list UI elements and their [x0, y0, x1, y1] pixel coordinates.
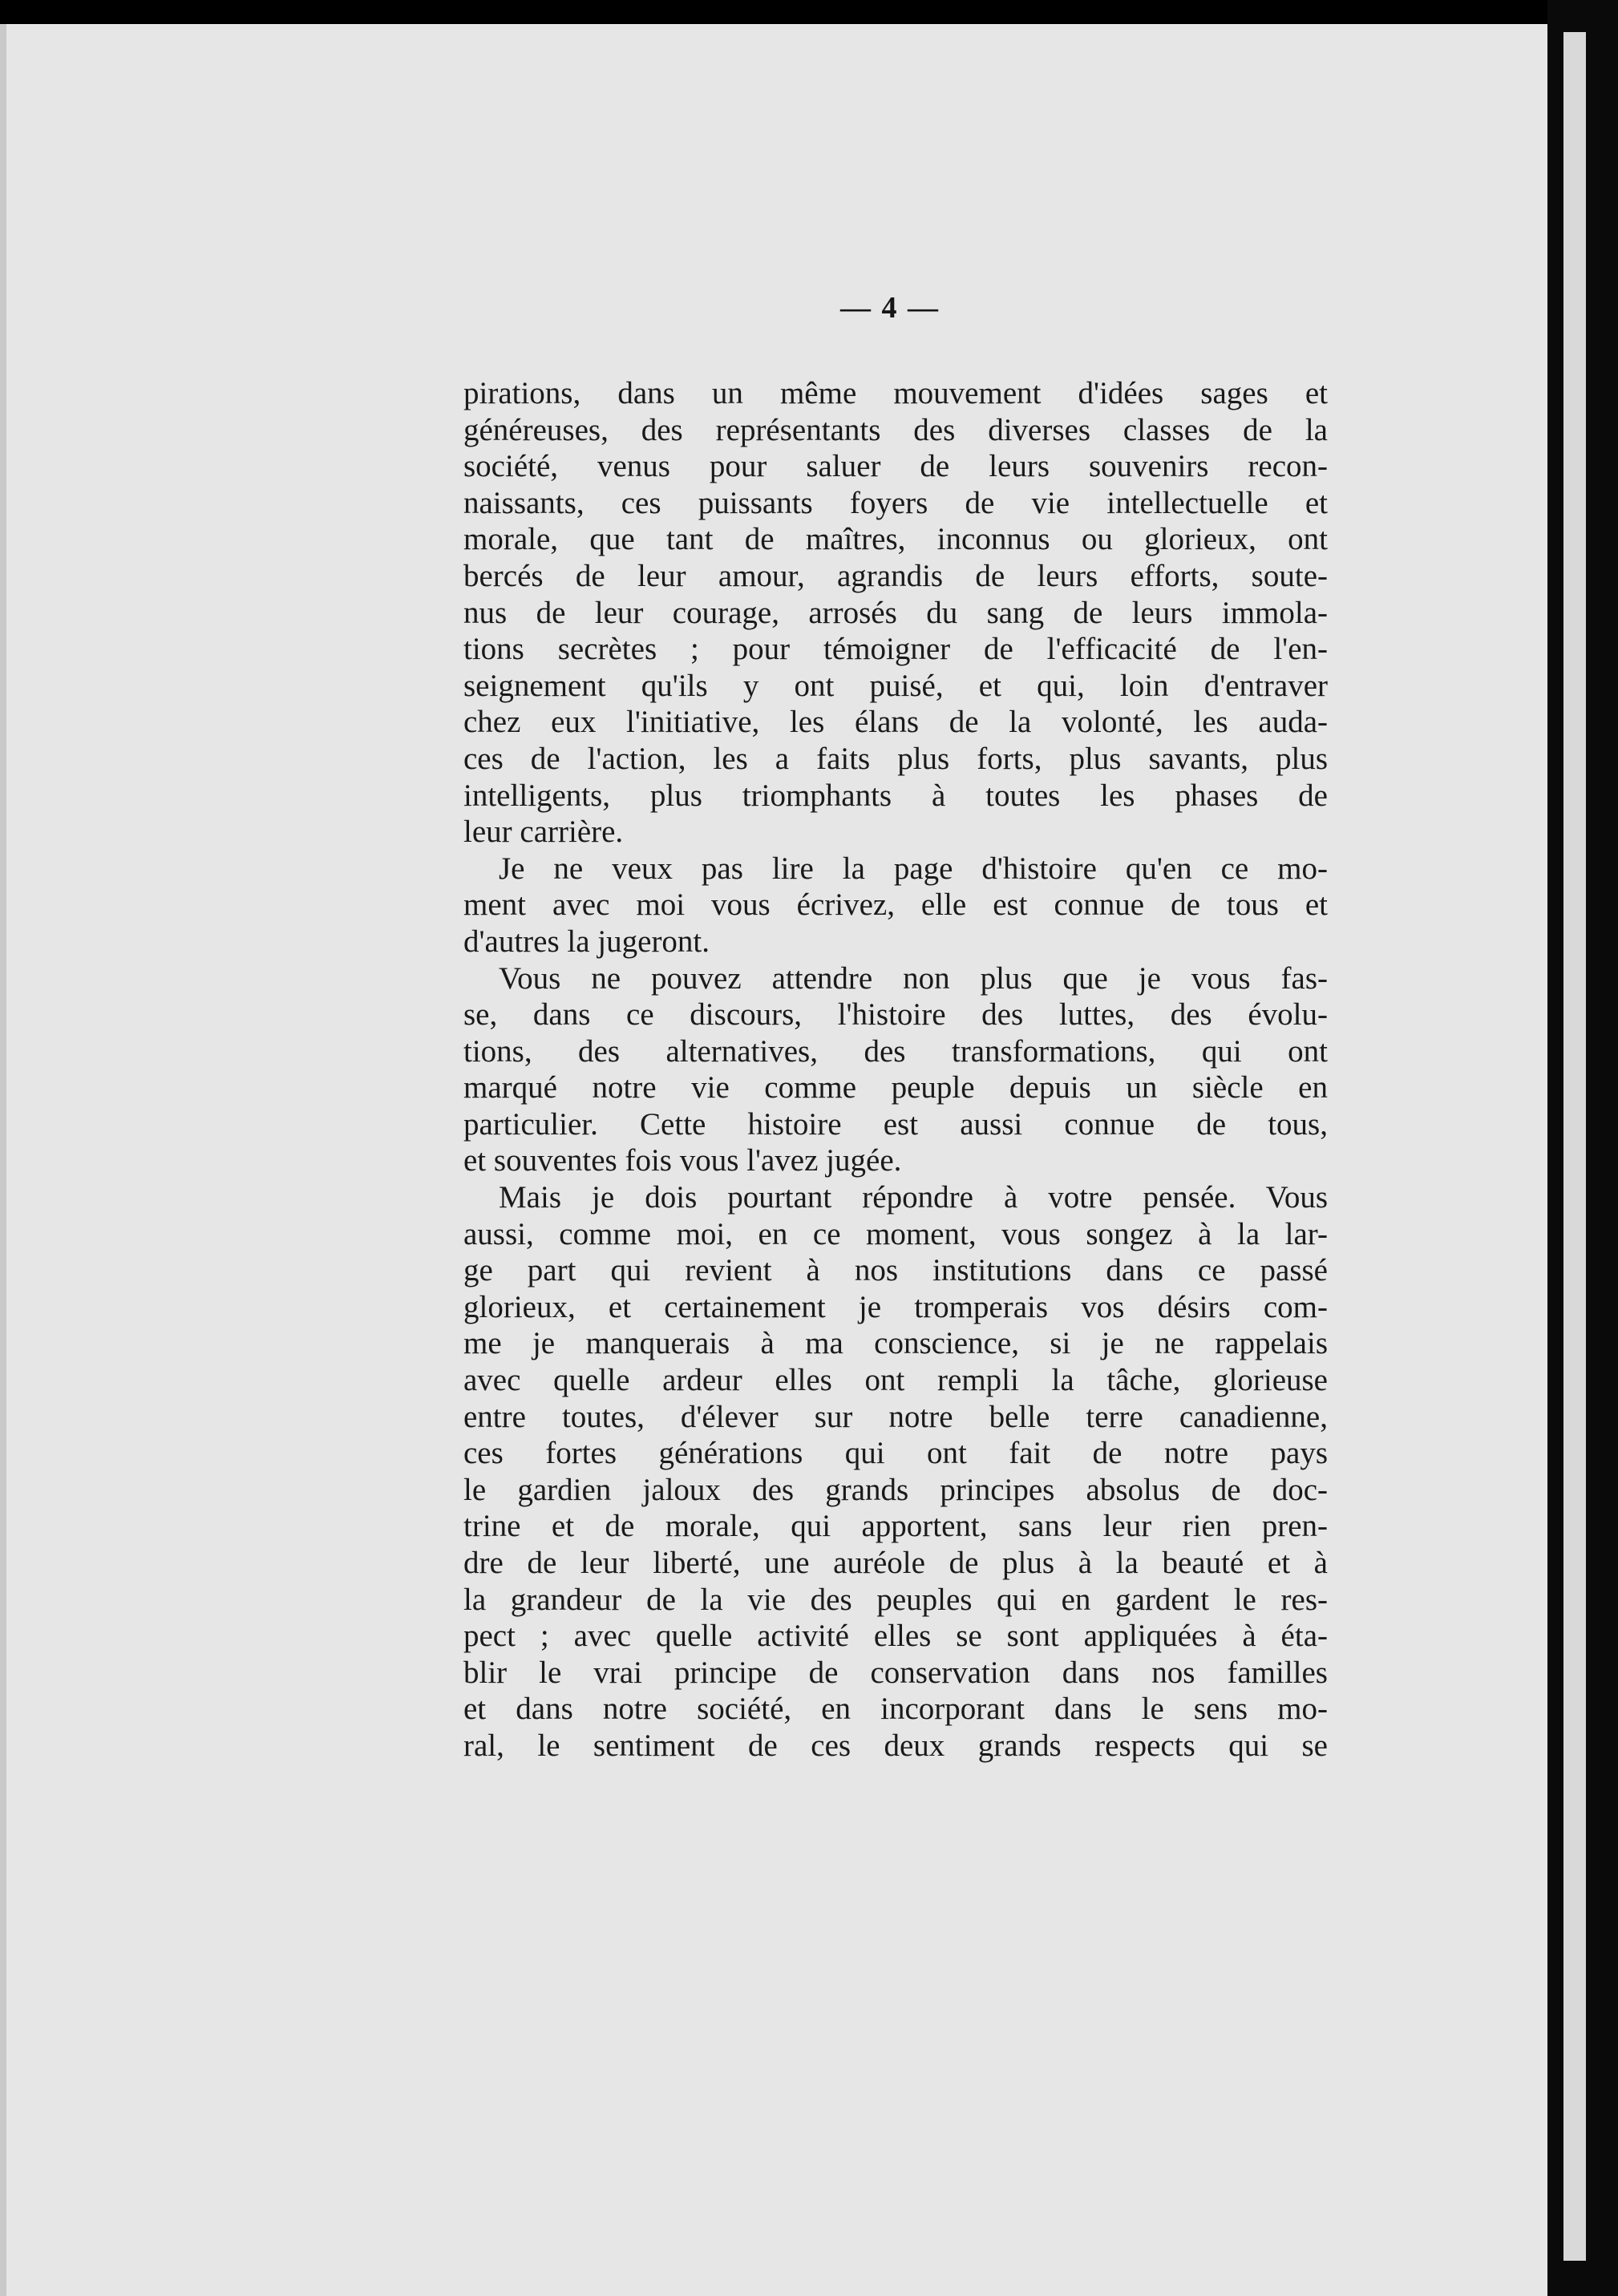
text-line: se, dans ce discours, l'histoire des luttes, des évolu-: [463, 997, 1328, 1033]
text-line: aussi, comme moi, en ce moment, vous songez à la lar-: [463, 1216, 1328, 1251]
text-line: le gardien jaloux des grands principes absolus de doc-: [463, 1472, 1328, 1507]
body-text: [463, 375, 1328, 1764]
text-line: d'autres la jugeront.: [463, 924, 710, 959]
page-left-edge: [0, 24, 6, 2296]
text-line: la grandeur de la vie des peuples qui en gardent le res-: [463, 1582, 1328, 1617]
text-line: chez eux l'initiative, les élans de la volonté, les auda-: [463, 705, 1328, 740]
text-line: particulier. Cette histoire est aussi connue de tous,: [463, 1106, 1328, 1142]
text-line: généreuses, des représentants des diverses classes de la: [463, 412, 1328, 447]
text-line: pirations, dans un même mouvement d'idées sages et: [463, 376, 1328, 410]
text-line: blir le vrai principe de conservation dans nos familles: [463, 1655, 1328, 1690]
paragraph: [463, 851, 1328, 960]
text-line: tions secrètes ; pour témoigner de l'efficacité de l'en-: [463, 632, 1328, 667]
text-line: glorieux, et certainement je tromperais vos désirs com-: [463, 1289, 1328, 1324]
text-line: nus de leur courage, arrosés du sang de leurs immola-: [463, 595, 1328, 630]
paragraph: [463, 1179, 1328, 1764]
text-line: me je manquerais à ma conscience, si je ne rappelais: [463, 1326, 1328, 1361]
text-line: Vous ne pouvez attendre non plus que je vous fas-: [499, 960, 1328, 996]
adjacent-page-edge: [1563, 32, 1586, 2261]
paragraph: [463, 375, 1328, 851]
text-line: avec quelle ardeur elles ont rempli la tâche, glorieuse: [463, 1363, 1328, 1398]
text-line: entre toutes, d'élever sur notre belle terre canadienne,: [463, 1399, 1328, 1434]
text-line: intelligents, plus triomphants à toutes les phases de: [463, 778, 1328, 813]
text-line: trine et de morale, qui apportent, sans leur rien pren-: [463, 1509, 1328, 1544]
text-line: leur carrière.: [463, 815, 624, 850]
text-line: dre de leur liberté, une auréole de plus à la beauté et à: [463, 1546, 1328, 1580]
text-line: morale, que tant de maîtres, inconnus ou glorieux, ont: [463, 522, 1328, 557]
text-line: Je ne veux pas lire la page d'histoire qu'en ce mo-: [499, 851, 1328, 886]
text-line: société, venus pour saluer de leurs souvenirs recon-: [463, 449, 1328, 484]
text-line: ge part qui revient à nos institutions dans ce passé: [463, 1253, 1328, 1288]
page-number: — 4 —: [840, 291, 940, 325]
text-line: seignement qu'ils y ont puisé, et qui, loin d'entraver: [463, 668, 1328, 703]
text-line: bercés de leur amour, agrandis de leurs efforts, soute-: [463, 558, 1328, 593]
text-line: naissants, ces puissants foyers de vie intellectuelle et: [463, 485, 1328, 520]
text-line: pect ; avec quelle activité elles se sont appliquées à éta-: [463, 1619, 1328, 1654]
text-line: ces fortes générations qui ont fait de notre pays: [463, 1436, 1328, 1471]
paragraph: [463, 960, 1328, 1180]
text-line: tions, des alternatives, des transformations, qui ont: [463, 1033, 1328, 1069]
text-line: ces de l'action, les a faits plus forts, plus savants, plus: [463, 741, 1328, 776]
text-line: marqué notre vie comme peuple depuis un siècle en: [463, 1070, 1328, 1106]
text-line: ral, le sentiment de ces deux grands respects qui se: [463, 1728, 1328, 1763]
text-line: ment avec moi vous écrivez, elle est connue de tous et: [463, 887, 1328, 923]
text-line: et dans notre société, en incorporant dans le sens mo-: [463, 1692, 1328, 1727]
text-line: Mais je dois pourtant répondre à votre pensée. Vous: [499, 1180, 1328, 1215]
text-line: et souventes fois vous l'avez jugée.: [463, 1143, 902, 1178]
